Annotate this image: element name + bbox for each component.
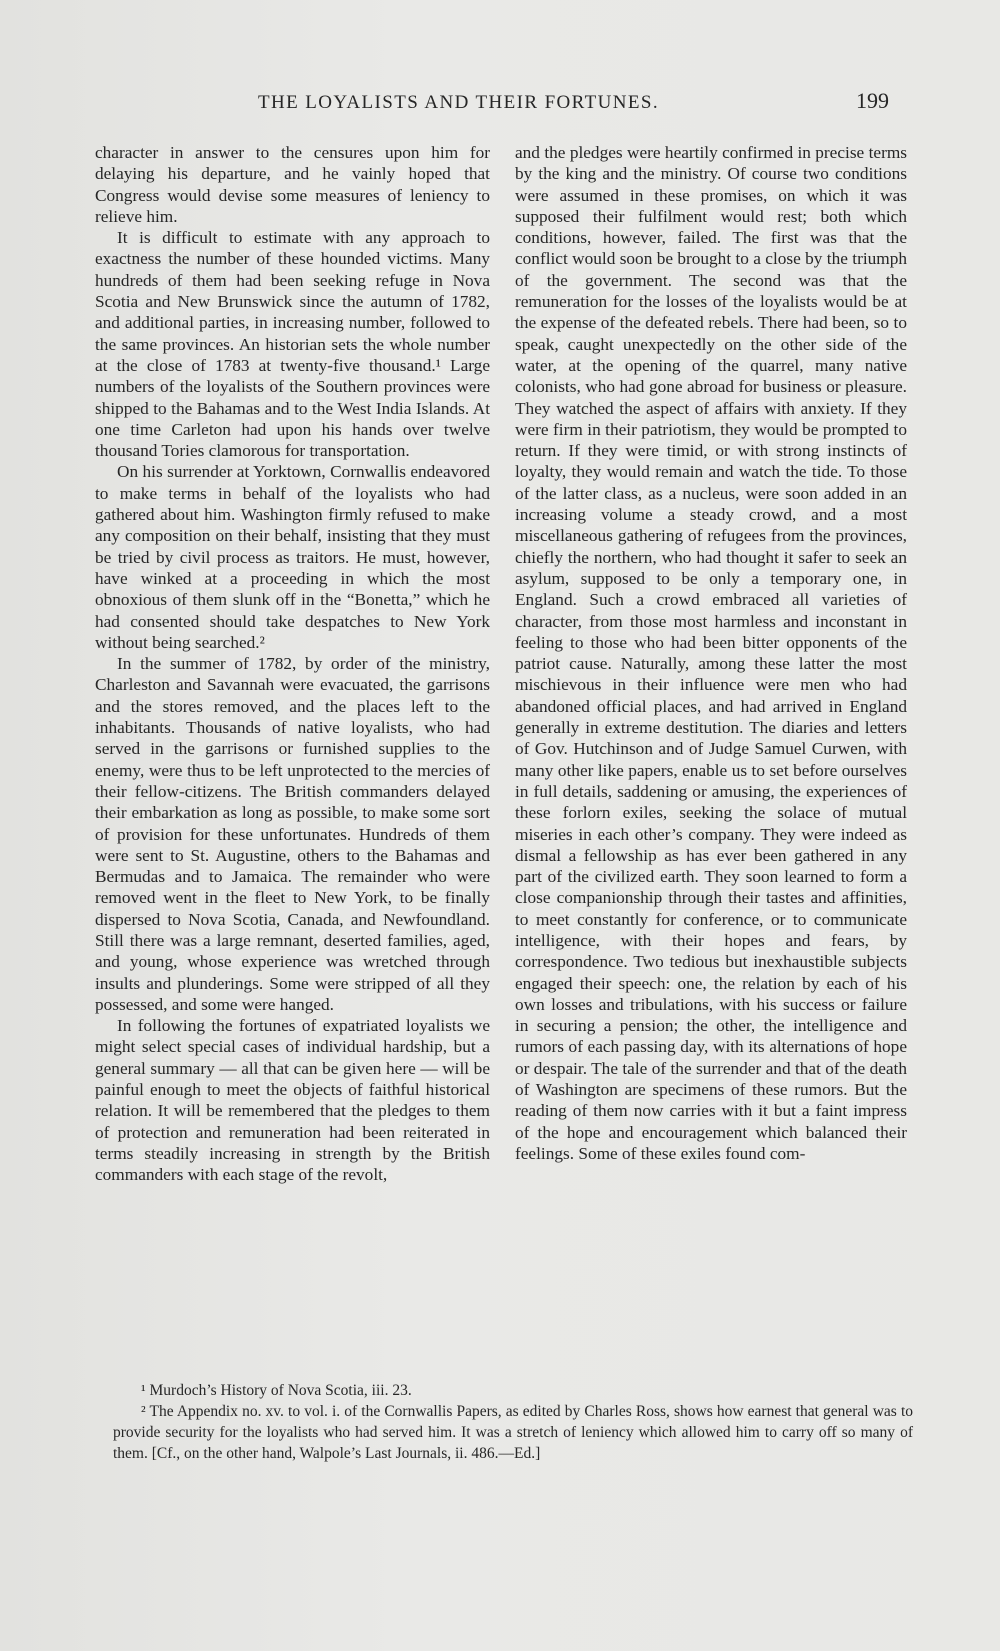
paragraph: On his surrender at Yorktown, Cornwallis endeavored to make terms in behalf of the loyalists who had gathered about him. Washington firmly refused to make any composition on their behalf, insisting that they must be tried by civil process as traitors. He must, however, have winked at a proceeding in which the most obnoxious of them slunk off in the “Bonetta,” which he had consented should take despatches to New York without being searched.² xyxy=(95,462,490,652)
page-number: 199 xyxy=(856,88,889,113)
right-column xyxy=(515,142,907,1164)
paragraph: In the summer of 1782, by order of the ministry, Charleston and Savannah were evacuated, the garrisons and the stores removed, and the places left to the inhabitants. Thousands of native loyalists, who had served in the garrisons or furnished supplies to the enemy, were thus to be left unprotected to the mercies of their fellow-citizens. The British commanders delayed their embarkation as long as possible, to make some sort of provision for these unfortunates. Hundreds of them were sent to St. Augustine, others to the Bahamas and Bermudas and to Jamaica. The remainder who were removed went in the fleet to New York, to be finally dispersed to Nova Scotia, Canada, and Newfoundland. Still there was a large remnant, deserted families, aged, and young, whose experience was wretched through insults and plunderings. Some were stripped of all they possessed, and some were hanged. xyxy=(95,654,490,1014)
paragraph: It is difficult to estimate with any approach to exactness the number of these hounded victims. Many hundreds of them had been seeking refuge in Nova Scotia and New Brunswick since the autumn of 1782, and additional parties, in increasing number, followed to the same provinces. An historian sets the whole number at the close of 1783 at twenty-five thousand.¹ Large numbers of the loyalists of the Southern provinces were shipped to the Bahamas and to the West India Islands. At one time Carleton had upon his hands over twelve thousand Tories clamorous for transportation. xyxy=(95,228,490,461)
left-column xyxy=(95,142,490,1186)
running-header: THE LOYALISTS AND THEIR FORTUNES. xyxy=(258,92,659,113)
footnote-1: ¹ Murdoch’s History of Nova Scotia, iii. 23. xyxy=(141,1382,412,1399)
footnote-2: ² The Appendix no. xv. to vol. i. of the Cornwallis Papers, as edited by Charles Ross, shows how earnest that general was to provide security for the loyalists who had served him. It was a stretch of leniency which allowed him to carry off so many of them. [Cf., on the other hand, Walpole’s Last Journals, ii. 486.—Ed.] xyxy=(113,1403,913,1462)
footnotes xyxy=(113,1380,913,1464)
paragraph: and the pledges were heartily confirmed in precise terms by the king and the ministry. Of course two conditions were assumed in these promises, on which it was supposed their fulfilment would rest; both which conditions, however, failed. The first was that the conflict would soon be brought to a close by the triumph of the government. The second was that the remuneration for the losses of the loyalists would be at the expense of the defeated rebels. There had been, so to speak, caught unexpectedly on the other side of the water, at the opening of the quarrel, many native colonists, who had gone abroad for business or pleasure. They watched the aspect of affairs with anxiety. If they were firm in their patriotism, they would be prompted to return. If they were timid, or with strong instincts of loyalty, they would remain and watch the tide. To those of the latter class, as a nucleus, were soon added in an increasing volume a steady crowd, and a most miscellaneous gathering of refugees from the provinces, chiefly the northern, who had thought it safer to seek an asylum, supposed to be only a temporary one, in England. Such a crowd embraced all varieties of character, from those most harmless and inconstant in feeling to those who had been bitter opponents of the patriot cause. Naturally, among these latter the most mischievous in their influence were men who had abandoned official places, and had arrived in England generally in extreme destitution. The diaries and letters of Gov. Hutchinson and of Judge Samuel Curwen, with many other like papers, enable us to set before ourselves in full details, saddening or amusing, the experiences of these forlorn exiles, seeking the solace of mutual miseries in each other’s company. They were indeed as dismal a fellowship as has ever been gathered in any part of the civilized earth. They soon learned to form a close companionship through their tastes and affinities, to meet constantly for conference, or to communicate intelligence, with their hopes and fears, by correspondence. Two tedious but inexhaustible subjects engaged their speech: one, the relation by each of his own losses and tribulations, with his success or failure in securing a pension; the other, the intelligence and rumors of each passing day, with its alternations of hope or despair. The tale of the surrender and that of the death of Washington are specimens of these rumors. But the reading of them now carries with it but a faint impress of the hope and encouragement which balanced their feelings. Some of these exiles found com- xyxy=(515,143,907,1163)
paragraph: In following the fortunes of expatriated loyalists we might select special cases of individual hardship, but a general summary — all that can be given here — will be painful enough to meet the objects of faithful historical relation. It will be remembered that the pledges to them of protection and remuneration had been reiterated in terms steadily increasing in strength by the British commanders with each stage of the revolt, xyxy=(95,1016,490,1185)
paragraph: character in answer to the censures upon him for delaying his departure, and he vainly hoped that Congress would devise some measures of leniency to relieve him. xyxy=(95,143,490,226)
